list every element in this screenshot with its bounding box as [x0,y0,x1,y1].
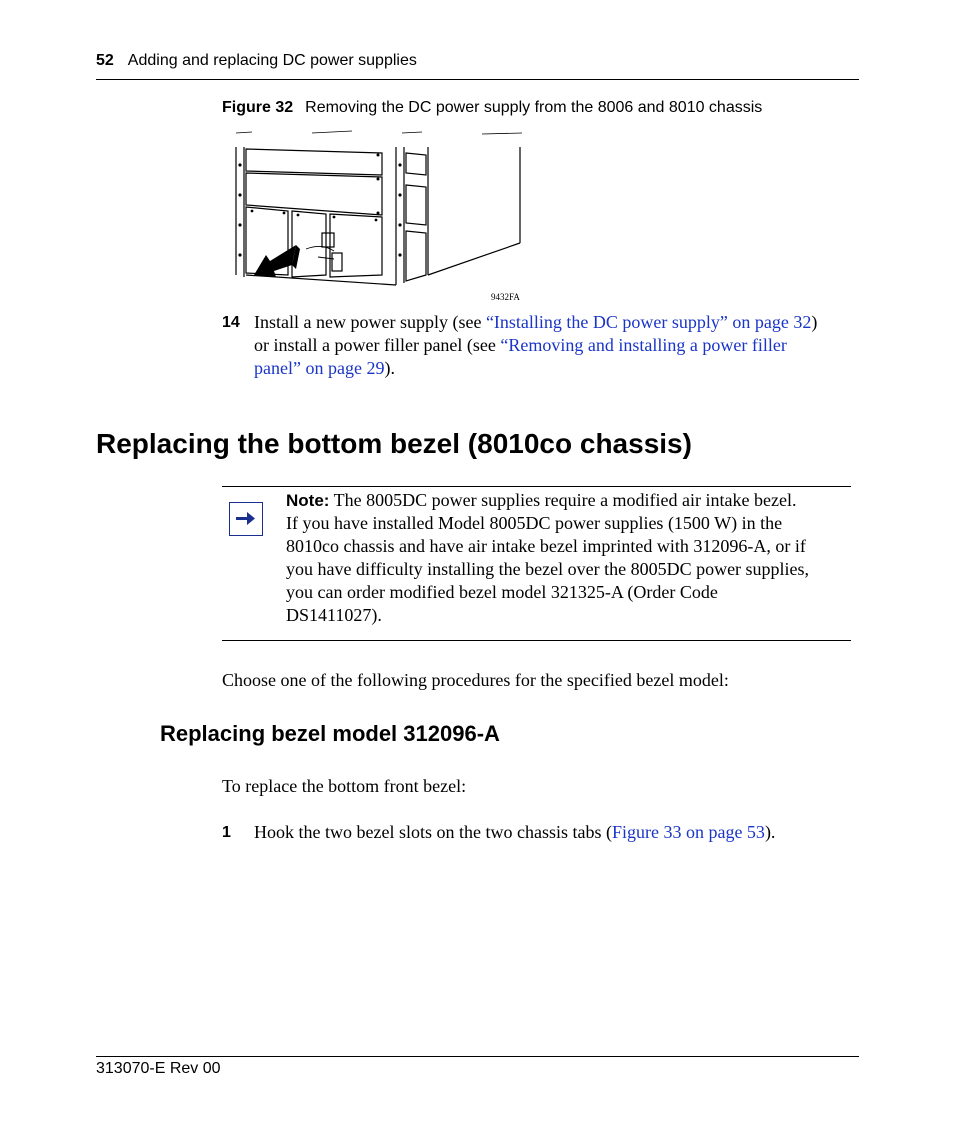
footer-rule [96,1056,859,1057]
step-14-text-d: ). [384,358,395,378]
header-title: Adding and replacing DC power supplies [127,52,417,69]
link-removing-power-filler-b[interactable]: panel” on page 29 [254,358,385,378]
footer-doc-id: 313070-E Rev 00 [96,1060,221,1077]
note-line-4: you have difficulty installing the bezel over the 8005DC power supplies, [286,559,810,579]
step-1-number: 1 [222,824,231,841]
note-line-5: you can order modified bezel model 321325-A (Order Code [286,582,718,602]
section-heading: Replacing the bottom bezel (8010co chassis) [96,428,692,459]
subsection-heading: Replacing bezel model 312096-A [160,721,500,746]
note-arrow-icon [229,502,263,536]
step-14-text-a: Install a new power supply (see [254,312,486,332]
note-line-3: 8010co chassis and have air intake bezel imprinted with 312096-A, or if [286,536,806,556]
note-line-6: DS1411027). [286,605,382,625]
note-bottom-rule [222,640,851,641]
step-14-text-b: ) [811,312,818,332]
link-figure-33[interactable]: Figure 33 on page 53 [611,822,765,842]
note-label: Note: [286,491,330,510]
link-removing-power-filler-a[interactable]: “Removing and installing a power filler [500,335,787,355]
step-1-text-a: Hook the two bezel slots on the two chassis tabs ( [254,822,612,842]
note-line-1: The 8005DC power supplies require a modified air intake bezel. [329,490,797,510]
link-installing-dc-power-supply[interactable]: “Installing the DC power supply” on page 32 [485,312,812,332]
page-number: 52 [96,52,114,69]
note-top-rule [222,486,851,487]
figure-label: Figure 32 [222,99,294,116]
step-14-text-c: or install a power filler panel (see [254,335,501,355]
figure-caption [222,99,762,117]
note-line-2: If you have installed Model 8005DC power supplies (1500 W) in the [286,513,783,533]
figure-caption-text: Removing the DC power supply from the 8006 and 8010 chassis [305,99,763,116]
step-1-text-b: ). [764,822,776,842]
running-header [96,52,417,70]
subsection-lead: To replace the bottom front bezel: [222,776,467,796]
step-14-text [254,311,864,380]
intro-paragraph: Choose one of the following procedures for the specified bezel model: [222,670,729,690]
step-14-number: 14 [222,314,240,331]
header-rule [96,79,859,80]
figure-image-code: 9432FA [491,292,520,302]
note-text [286,489,851,627]
step-1-text [254,821,775,844]
power-supply-removal-illustration [222,125,532,305]
